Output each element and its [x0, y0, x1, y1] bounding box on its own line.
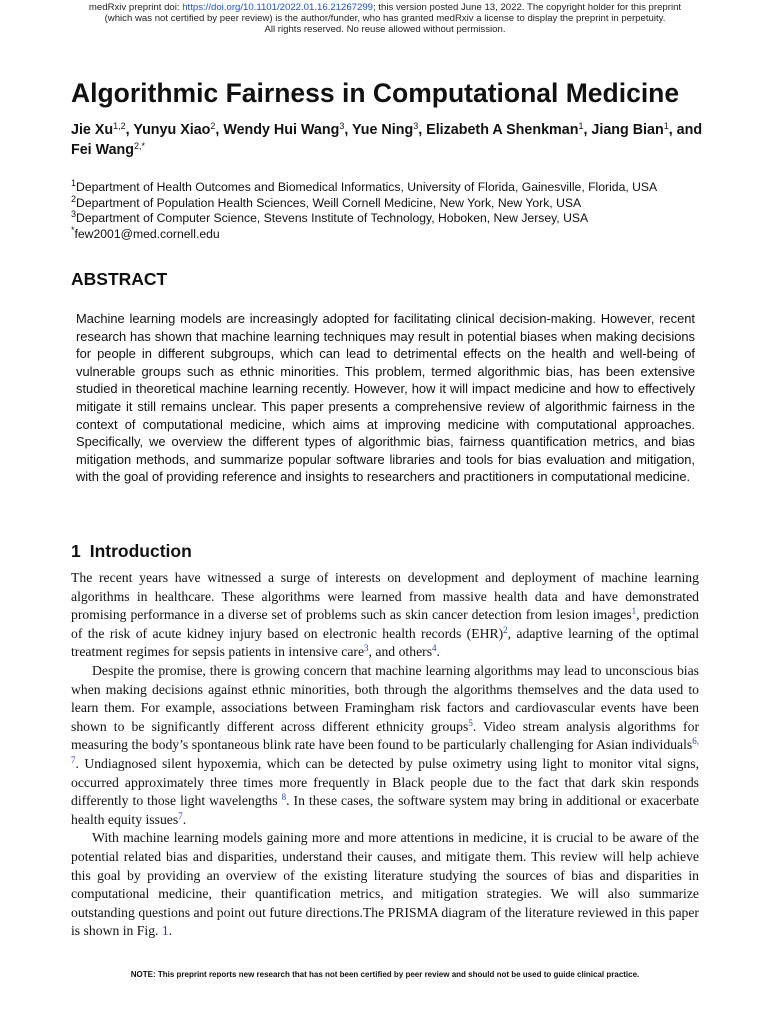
- body-paragraph: [71, 829, 699, 941]
- citation-link[interactable]: 4: [432, 643, 437, 654]
- author-name: Yue Ning: [352, 122, 414, 138]
- banner-line-1: [0, 2, 770, 13]
- author-separator: , and: [668, 122, 703, 138]
- citation-link[interactable]: 2: [503, 624, 508, 635]
- affiliation-line: [71, 224, 711, 243]
- author-affiliation-mark: 1,2: [113, 121, 126, 131]
- body-text: . Undiagnosed silent hypoxemia, which can be detected by pulse oximetry using light to monitor vital signs, occurred approximately three times more frequently in Black people due to the fact that dark skin responds differently to those light wavelengths: [71, 755, 699, 809]
- doi-link[interactable]: https://doi.org/10.1101/2022.01.16.21267299: [182, 2, 374, 13]
- author-affiliation-mark: 2: [210, 121, 216, 131]
- citation-link[interactable]: 7: [178, 810, 183, 821]
- body-text: .: [436, 644, 440, 660]
- body-text: , adaptive learning of the optimal treatment regimes for sepsis patients in intensive care: [71, 625, 699, 660]
- affiliation-mark: 3: [71, 209, 77, 219]
- author-name: Jiang Bian: [591, 122, 664, 138]
- author-affiliation-mark: 1: [663, 121, 669, 131]
- author-name: Yunyu Xiao: [133, 122, 211, 138]
- author-separator: ,: [583, 122, 592, 138]
- author-affiliation-mark: 3: [339, 121, 345, 131]
- banner-prefix: medRxiv preprint doi:: [88, 2, 183, 13]
- affiliation-mark: 2: [71, 193, 77, 204]
- abstract-text: Machine learning models are increasingly adopted for facilitating clinical decision-making. However, recent research has shown that machine learning techniques may result in potential biases when making decisions for people in different subgroups, which can lead to detrimental effects on the health and well-being of vulnerable groups such as ethnic minorities. This problem, termed algorithmic bias, has been extensive studied in theoretical machine learning recently. However, how it will impact medicine and how to effectively mitigate it still remains unclear. This paper presents a comprehensive review of algorithmic fairness in the context of computational medicine, which aims at improving medicine with computational approaches. Specifically, we overview the different types of algorithmic bias, fairness quantification metrics, and bias mitigation methods, and summarize popular software libraries and tools for bias evaluation and mitigation, with the goal of providing reference and insights to researchers and practitioners in computational medicine.: [76, 311, 695, 485]
- author-separator: ,: [215, 122, 224, 138]
- section-title: Introduction: [89, 541, 192, 561]
- abstract-heading: ABSTRACT: [71, 269, 168, 289]
- banner-line-2: (which was not certified by peer review) is the author/funder, who has granted medRxiv a license to display the preprint in perpetuity.: [104, 13, 666, 24]
- body-text: , prediction of the risk of acute kidney injury based on electronic health records (EHR): [71, 607, 699, 641]
- body-text: .: [168, 923, 173, 939]
- citation-link[interactable]: 3: [364, 643, 369, 654]
- introduction-body: [71, 569, 699, 941]
- paper-title: Algorithmic Fairness in Computational Medicine: [71, 78, 680, 108]
- affiliation-text: Department of Computer Science, Stevens Institute of Technology, Hoboken, New Jersey, USA: [76, 211, 589, 225]
- section-number: 1: [71, 541, 81, 561]
- citation-link[interactable]: 6, 7: [71, 736, 699, 765]
- body-text: The recent years have witnessed a surge of interests on development and deployment of machine learning algorithms in healthcare. These algorithms were learned from massive health data and have demonstrated promising performance in a diverse set of problems such as skin cancer detection from lesion images: [71, 570, 699, 623]
- citation-link[interactable]: 1: [631, 606, 637, 617]
- affiliation-text[interactable]: few2001@med.cornell.edu: [74, 226, 220, 241]
- body-text: With machine learning models gaining more and more attentions in medicine, it is crucial to be aware of the potential related bias and disparities, understand their causes, and mitigate them. This review will help achieve this goal by providing an overview of the existing literature studying the sources of bias and disparities in computational medicine, their quantification metrics, and mitigation strategies. We will also summarize outstanding questions and point out future directions.The PRISMA diagram of the literature reviewed in this paper is shown in Fig.: [71, 830, 699, 939]
- citation-link[interactable]: 8: [281, 792, 287, 803]
- body-text: Despite the promise, there is growing concern that machine learning algorithms may lead to unconscious bias when making decisions against ethnic minorities, both through the algorithms themselves and the data used to learn them. For example, associations between Framingham risk factors and cardiovascular events have been shown to be significantly different across different ethnicity groups: [71, 662, 699, 734]
- author-name: Jie Xu: [71, 122, 114, 138]
- author-affiliation-mark: 3: [413, 121, 419, 131]
- author-name: Wendy Hui Wang: [223, 122, 340, 138]
- citation-link[interactable]: 5: [468, 717, 473, 728]
- banner-line-1-rest: ; this version posted June 13, 2022. The copyright holder for this preprint: [373, 2, 682, 13]
- preprint-banner: [0, 2, 770, 35]
- banner-line-3: All rights reserved. No reuse allowed without permission.: [264, 24, 506, 35]
- affiliation-mark: *: [71, 224, 75, 235]
- affiliation-line: [71, 193, 711, 212]
- author-separator: ,: [418, 122, 427, 138]
- author-affiliation-mark: 2,*: [134, 141, 146, 151]
- affiliation-text: Department of Health Outcomes and Biomedical Informatics, University of Florida, Gainesville, Florida, USA: [76, 180, 658, 194]
- author-name: Elizabeth A Shenkman: [426, 122, 579, 138]
- figure-reference-link[interactable]: 1: [161, 923, 169, 939]
- author-affiliation-mark: 1: [578, 121, 584, 131]
- affiliation-line: [71, 211, 711, 227]
- author-separator: ,: [344, 122, 353, 138]
- body-paragraph: [71, 569, 699, 662]
- affiliation-text: Department of Population Health Sciences, Weill Cornell Medicine, New York, New York, USA: [76, 195, 582, 210]
- body-text: . Video stream analysis algorithms for measuring the body’s spontaneous blink rate have been found to be particularly challenging for Asian individuals: [71, 718, 699, 753]
- body-text: . In these cases, the software system may bring in additional or exacerbate health equity issues: [71, 793, 699, 827]
- author-separator: ,: [125, 122, 134, 138]
- footer-note: NOTE: This preprint reports new research that has not been certified by peer review and should not be used to guide clinical practice.: [130, 970, 640, 979]
- affiliation-list: [71, 180, 711, 242]
- section-heading-introduction: [71, 540, 192, 562]
- body-text: .: [182, 811, 187, 827]
- affiliation-line: [71, 180, 711, 196]
- affiliation-mark: 1: [71, 178, 77, 188]
- body-paragraph: [71, 662, 699, 829]
- body-text: , and others: [368, 644, 433, 660]
- author-list: [71, 120, 711, 160]
- author-name: Fei Wang: [71, 142, 135, 158]
